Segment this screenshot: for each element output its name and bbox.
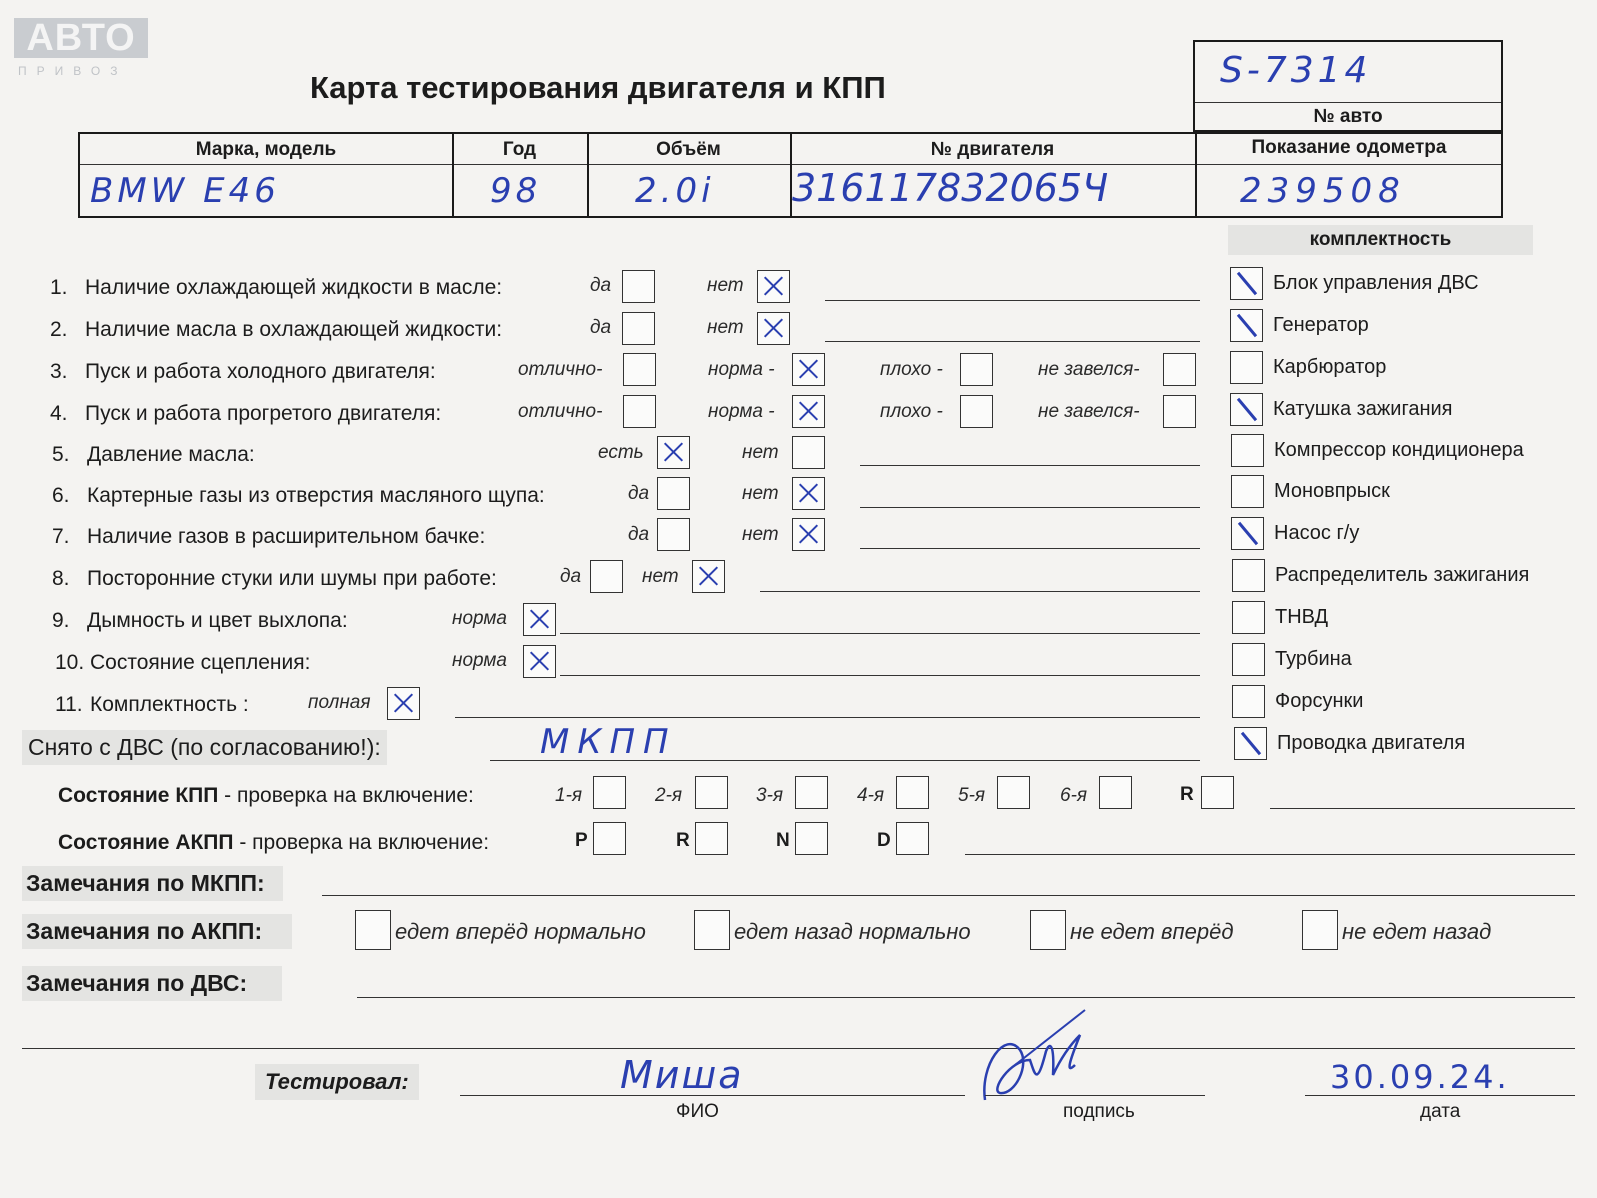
- q2-opt1: да: [590, 317, 612, 338]
- kit-checkbox-0[interactable]: [1230, 267, 1263, 300]
- volume-value: 2.0i: [635, 171, 715, 211]
- q8-number: 8.: [52, 567, 70, 590]
- q4-number: 4.: [50, 402, 68, 425]
- q3-checkbox-3[interactable]: [960, 353, 993, 386]
- q9-number: 9.: [52, 609, 70, 632]
- q11-text: Комплектность :: [90, 693, 249, 716]
- akpp-option-0: едет вперёд нормально: [395, 919, 646, 944]
- q4-opt4: не завелся-: [1038, 401, 1140, 422]
- q1-checkbox-1[interactable]: [622, 270, 655, 303]
- kit-item-0: Блок управления ДВС: [1273, 272, 1479, 294]
- q3-checkbox-4[interactable]: [1163, 353, 1196, 386]
- q1-opt1: да: [590, 275, 612, 296]
- q6-opt2: нет: [742, 483, 779, 504]
- q3-checkbox-2[interactable]: [792, 353, 825, 386]
- kit-item-3: Катушка зажигания: [1273, 398, 1453, 420]
- q6-number: 6.: [52, 484, 70, 507]
- akpp-gear-1-checkbox[interactable]: [695, 822, 728, 855]
- mkpp-label: [58, 784, 474, 808]
- notes-dvs-label: Замечания по ДВС:: [22, 966, 282, 1001]
- date-value: 30.09.24.: [1330, 1058, 1510, 1096]
- mkpp-gear-0: 1-я: [555, 785, 583, 806]
- akpp-gear-1: R: [676, 830, 690, 851]
- q7-checkbox-2[interactable]: [792, 518, 825, 551]
- q5-opt1: есть: [598, 442, 644, 463]
- q9-opt1: норма: [452, 608, 507, 629]
- q8-checkbox-2[interactable]: [692, 560, 725, 593]
- removed-label: Снято с ДВС (по согласованию!):: [22, 730, 387, 765]
- kit-checkbox-8[interactable]: [1232, 601, 1265, 634]
- q3-opt4: не завелся-: [1038, 359, 1140, 380]
- car-number-label: № авто: [1313, 106, 1383, 127]
- q4-text: Пуск и работа прогретого двигателя:: [85, 402, 442, 425]
- q6-opt1: да: [628, 483, 650, 504]
- sign-label: подпись: [1063, 1101, 1135, 1122]
- akpp-gear-0: P: [575, 830, 588, 851]
- akpp-option-3-checkbox[interactable]: [1302, 910, 1338, 950]
- q10-checkbox-1[interactable]: [523, 645, 556, 678]
- q7-text: Наличие газов в расширительном бачке:: [87, 525, 486, 548]
- q3-opt1: отлично-: [518, 359, 603, 380]
- date-label: дата: [1420, 1101, 1461, 1122]
- q8-text: Посторонние стуки или шумы при работе:: [87, 567, 497, 590]
- akpp-gear-0-checkbox[interactable]: [593, 822, 626, 855]
- q3-opt2: норма -: [708, 359, 775, 380]
- q8-checkbox-1[interactable]: [590, 560, 623, 593]
- akpp-label-bold: Состояние АКПП: [58, 831, 234, 854]
- q11-opt1: полная: [308, 692, 371, 713]
- odometer-value: 239508: [1240, 171, 1406, 211]
- kit-item-8: ТНВД: [1275, 606, 1329, 628]
- q1-number: 1.: [50, 276, 68, 299]
- mkpp-gear-3: 4-я: [857, 785, 885, 806]
- tester-name-value: Миша: [620, 1053, 744, 1097]
- q1-checkbox-2[interactable]: [757, 270, 790, 303]
- q4-opt2: норма -: [708, 401, 775, 422]
- year-label: Год: [502, 139, 537, 160]
- kit-item-4: Компрессор кондиционера: [1274, 439, 1524, 461]
- mkpp-gear-1: 2-я: [655, 785, 683, 806]
- kit-checkbox-3[interactable]: [1230, 393, 1263, 426]
- kit-item-5: Моновпрыск: [1274, 480, 1390, 502]
- kit-checkbox-4[interactable]: [1231, 434, 1264, 467]
- header-table: [78, 132, 1503, 218]
- kit-checkbox-9[interactable]: [1232, 643, 1265, 676]
- mkpp-gear-5-checkbox[interactable]: [1099, 776, 1132, 809]
- mkpp-label-rest: - проверка на включение:: [218, 784, 474, 807]
- q4-opt1: отлично-: [518, 401, 603, 422]
- q4-checkbox-2[interactable]: [792, 395, 825, 428]
- kit-checkbox-11[interactable]: [1234, 727, 1267, 760]
- q4-checkbox-4[interactable]: [1163, 395, 1196, 428]
- q11-checkbox-1[interactable]: [387, 687, 420, 720]
- akpp-gear-2-checkbox[interactable]: [795, 822, 828, 855]
- kit-item-6: Насос г/у: [1274, 522, 1360, 544]
- q10-text: Состояние сцепления:: [90, 651, 311, 674]
- kit-checkbox-2[interactable]: [1230, 351, 1263, 384]
- q4-checkbox-3[interactable]: [960, 395, 993, 428]
- q2-number: 2.: [50, 318, 68, 341]
- akpp-option-1: едет назад нормально: [734, 919, 971, 944]
- car-number-value: S-7314: [1220, 50, 1372, 91]
- q8-opt1: да: [560, 566, 582, 587]
- q5-checkbox-2[interactable]: [792, 436, 825, 469]
- q2-opt2: нет: [707, 317, 744, 338]
- q6-checkbox-1[interactable]: [657, 477, 690, 510]
- mkpp-gear-2: 3-я: [756, 785, 784, 806]
- mkpp-gear-4: 5-я: [958, 785, 986, 806]
- mkpp-gear-2-checkbox[interactable]: [795, 776, 828, 809]
- notes-akpp-label: Замечания по АКПП:: [22, 914, 292, 949]
- kit-item-9: Турбина: [1275, 648, 1352, 670]
- engine-label: № двигателя: [930, 139, 1055, 160]
- make-label: Марка, модель: [195, 139, 337, 160]
- q5-text: Давление масла:: [87, 443, 255, 466]
- kit-checkbox-5[interactable]: [1231, 475, 1264, 508]
- akpp-option-2-checkbox[interactable]: [1030, 910, 1066, 950]
- q11-number: 11.: [55, 693, 83, 716]
- q5-opt2: нет: [742, 442, 779, 463]
- logo-main: АВТО: [14, 18, 148, 58]
- kit-checkbox-7[interactable]: [1232, 559, 1265, 592]
- q6-checkbox-2[interactable]: [792, 477, 825, 510]
- kit-item-2: Карбюратор: [1273, 356, 1387, 378]
- volume-label: Объём: [656, 139, 721, 160]
- q10-number: 10.: [55, 651, 85, 674]
- q3-opt3: плохо -: [880, 359, 943, 380]
- akpp-option-2: не едет вперёд: [1070, 919, 1234, 944]
- q2-text: Наличие масла в охлаждающей жидкости:: [85, 318, 503, 341]
- q3-number: 3.: [50, 360, 68, 383]
- mkpp-gear-4-checkbox[interactable]: [997, 776, 1030, 809]
- q7-opt1: да: [628, 524, 650, 545]
- car-number-box: [1193, 40, 1503, 132]
- akpp-option-0-checkbox[interactable]: [355, 910, 391, 950]
- signature: [975, 1005, 1115, 1115]
- kit-item-11: Проводка двигателя: [1277, 732, 1466, 754]
- q1-text: Наличие охлаждающей жидкости в масле:: [85, 276, 503, 299]
- logo-sub: ПРИВОЗ: [18, 64, 128, 78]
- kit-checkbox-6[interactable]: [1231, 517, 1264, 550]
- q4-opt3: плохо -: [880, 401, 943, 422]
- mkpp-label-bold: Состояние КПП: [58, 784, 219, 807]
- akpp-gear-3: D: [877, 830, 891, 851]
- fio-label: ФИО: [676, 1101, 719, 1122]
- akpp-label-rest: - проверка на включение:: [233, 831, 490, 854]
- engine-value: 316117832065Ч: [792, 166, 1109, 210]
- q10-opt1: норма: [452, 650, 507, 671]
- mkpp-gear-6: R: [1180, 784, 1194, 805]
- mkpp-gear-6-checkbox[interactable]: [1201, 776, 1234, 809]
- q5-number: 5.: [52, 443, 70, 466]
- mkpp-gear-1-checkbox[interactable]: [695, 776, 728, 809]
- mkpp-gear-0-checkbox[interactable]: [593, 776, 626, 809]
- logo: [14, 17, 148, 78]
- q2-checkbox-2[interactable]: [757, 312, 790, 345]
- q5-checkbox-1[interactable]: [657, 436, 690, 469]
- akpp-option-1-checkbox[interactable]: [694, 910, 730, 950]
- akpp-gear-3-checkbox[interactable]: [896, 822, 929, 855]
- mkpp-gear-3-checkbox[interactable]: [896, 776, 929, 809]
- page-title: Карта тестирования двигателя и КПП: [310, 70, 886, 105]
- akpp-gear-2: N: [776, 830, 790, 851]
- q7-number: 7.: [52, 525, 70, 548]
- kit-item-7: Распределитель зажигания: [1275, 564, 1530, 586]
- akpp-label: [58, 831, 489, 855]
- year-value: 98: [490, 171, 542, 211]
- kit-checkbox-1[interactable]: [1230, 309, 1263, 342]
- q2-checkbox-1[interactable]: [622, 312, 655, 345]
- q3-text: Пуск и работа холодного двигателя:: [85, 360, 436, 383]
- q6-text: Картерные газы из отверстия масляного щупа:: [87, 484, 545, 507]
- q9-checkbox-1[interactable]: [523, 603, 556, 636]
- q9-text: Дымность и цвет выхлопа:: [87, 609, 348, 632]
- q3-checkbox-1[interactable]: [623, 353, 656, 386]
- q7-checkbox-1[interactable]: [657, 518, 690, 551]
- q7-opt2: нет: [742, 524, 779, 545]
- q8-opt2: нет: [642, 566, 679, 587]
- q4-checkbox-1[interactable]: [623, 395, 656, 428]
- kit-checkbox-10[interactable]: [1232, 685, 1265, 718]
- make-value: BMW E46: [90, 171, 280, 211]
- kit-item-1: Генератор: [1273, 314, 1369, 336]
- kit-item-10: Форсунки: [1275, 690, 1364, 712]
- kit-title: комплектность: [1228, 225, 1533, 255]
- mkpp-gear-5: 6-я: [1060, 785, 1088, 806]
- akpp-option-3: не едет назад: [1342, 919, 1492, 944]
- q1-opt2: нет: [707, 275, 744, 296]
- notes-mkpp-label: Замечания по МКПП:: [22, 866, 283, 901]
- tested-label: Тестировал:: [255, 1064, 419, 1100]
- removed-value: МКПП: [540, 722, 677, 762]
- odometer-label: Показание одометра: [1251, 137, 1447, 158]
